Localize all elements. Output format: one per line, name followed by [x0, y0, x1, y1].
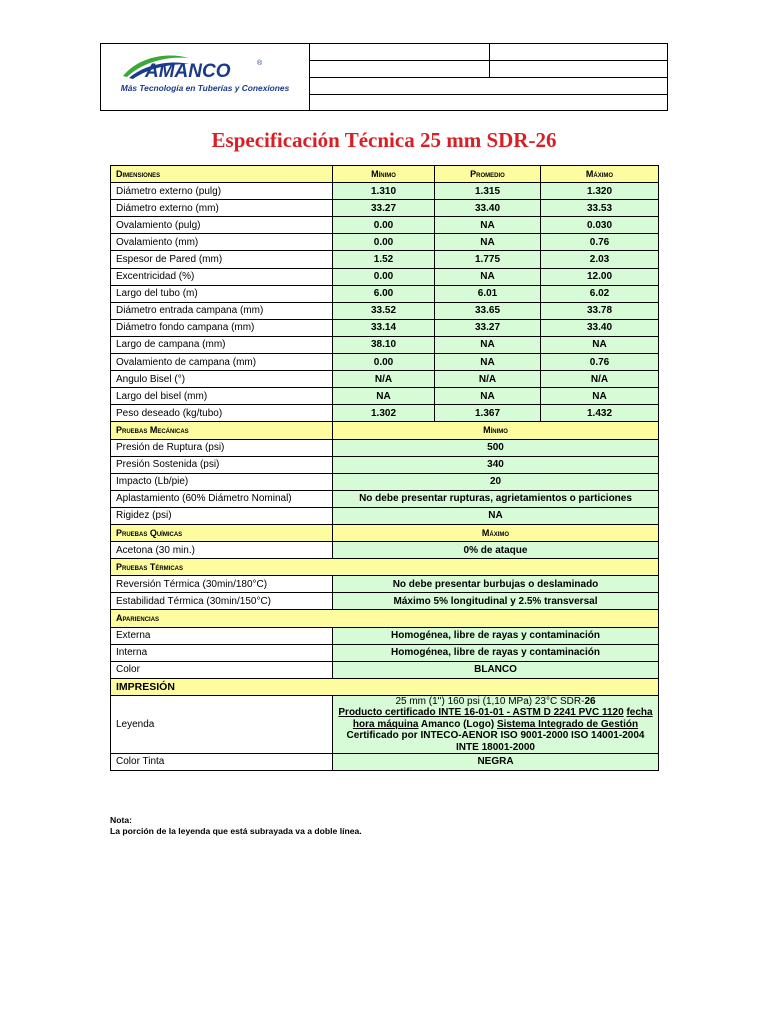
- row-label: Acetona (30 min.): [111, 542, 333, 559]
- row-label: Reversión Térmica (30min/180°C): [111, 576, 333, 593]
- table-row: [111, 661, 659, 678]
- row-value: No debe presentar burbujas o deslaminado: [333, 576, 659, 593]
- termicas-rows: [111, 576, 659, 610]
- row-label: Largo de campana (mm): [111, 336, 333, 353]
- row-label: Impacto (Lb/pie): [111, 473, 333, 490]
- mecanicas-header-row: [111, 422, 659, 439]
- table-row: [111, 388, 659, 405]
- value-promedio: 6.01: [435, 285, 541, 302]
- row-value: 340: [333, 456, 659, 473]
- dimensiones-heading: Dimensiones: [111, 166, 333, 183]
- table-row: [111, 593, 659, 610]
- leyenda-part5: Certificado por INTECO-AENOR ISO 9001-2000 ISO 14001-2004 INTE 18001-2000: [346, 730, 645, 753]
- value-minimo: 1.302: [333, 405, 435, 422]
- value-maximo: N/A: [541, 371, 659, 388]
- table-row: [111, 627, 659, 644]
- value-minimo: 33.27: [333, 200, 435, 217]
- row-label: Largo del tubo (m): [111, 285, 333, 302]
- color-tinta-row: [111, 753, 659, 770]
- value-promedio: 1.367: [435, 405, 541, 422]
- spec-table: [110, 165, 659, 771]
- row-label: Espesor de Pared (mm): [111, 251, 333, 268]
- leyenda-part4: Sistema Integrado de Gestión: [496, 718, 639, 730]
- row-label: Externa: [111, 627, 333, 644]
- table-row: [111, 217, 659, 234]
- value-promedio: N/A: [435, 371, 541, 388]
- nota-block: [110, 815, 362, 837]
- row-value: NA: [333, 507, 659, 524]
- quimicas-heading: Pruebas Químicas: [111, 524, 333, 541]
- value-minimo: 33.14: [333, 319, 435, 336]
- table-row: [111, 285, 659, 302]
- row-value: 20: [333, 473, 659, 490]
- impresion-heading: IMPRESIÓN: [111, 678, 659, 695]
- document-header: [100, 43, 668, 111]
- value-promedio: NA: [435, 217, 541, 234]
- value-minimo: 1.52: [333, 251, 435, 268]
- amanco-logo-icon: [119, 50, 291, 82]
- row-label: Presión Sostenida (psi): [111, 456, 333, 473]
- col-maximo: Máximo: [541, 166, 659, 183]
- mecanicas-col-label: Mínimo: [333, 422, 659, 439]
- quimicas-rows: [111, 542, 659, 559]
- termicas-header-row: [111, 559, 659, 576]
- logo-wordmark: AMANCO: [145, 61, 231, 82]
- value-promedio: 1.775: [435, 251, 541, 268]
- value-maximo: 0.76: [541, 354, 659, 371]
- table-row: [111, 183, 659, 200]
- page-title: Especificación Técnica 25 mm SDR-26: [211, 128, 557, 152]
- quimicas-header-row: [111, 524, 659, 541]
- logo-tagline: Más Tecnología en Tuberías y Conexiones: [120, 83, 290, 93]
- value-minimo: 0.00: [333, 217, 435, 234]
- row-label: Diámetro externo (pulg): [111, 183, 333, 200]
- leyenda-label: Leyenda: [111, 695, 333, 753]
- value-minimo: 0.00: [333, 354, 435, 371]
- row-label: Estabilidad Térmica (30min/150°C): [111, 593, 333, 610]
- value-promedio: NA: [435, 336, 541, 353]
- table-row: [111, 251, 659, 268]
- leyenda-sdr: 26: [584, 695, 596, 707]
- color-tinta-label: Color Tinta: [111, 753, 333, 770]
- table-row: [111, 336, 659, 353]
- table-row: [111, 302, 659, 319]
- value-maximo: 0.76: [541, 234, 659, 251]
- value-maximo: NA: [541, 336, 659, 353]
- table-row: [111, 507, 659, 524]
- value-maximo: 0.030: [541, 217, 659, 234]
- leyenda-part3: Amanco (Logo): [418, 718, 497, 730]
- value-promedio: NA: [435, 354, 541, 371]
- mecanicas-heading: Pruebas Mecánicas: [111, 422, 333, 439]
- value-promedio: NA: [435, 234, 541, 251]
- table-row: [111, 576, 659, 593]
- mecanicas-rows: [111, 439, 659, 524]
- leyenda-part1: Producto certificado INTE 16-01-01 - ASTM D 2241 PVC 1120: [338, 707, 624, 719]
- row-label: Largo del bisel (mm): [111, 388, 333, 405]
- value-maximo: 12.00: [541, 268, 659, 285]
- row-value: Homogénea, libre de rayas y contaminación: [333, 644, 659, 661]
- col-promedio: Promedio: [435, 166, 541, 183]
- row-label: Peso deseado (kg/tubo): [111, 405, 333, 422]
- table-row: [111, 319, 659, 336]
- row-label: Rigidez (psi): [111, 507, 333, 524]
- table-row: [111, 234, 659, 251]
- value-maximo: 6.02: [541, 285, 659, 302]
- termicas-heading: Pruebas Térmicas: [111, 559, 659, 576]
- table-row: [111, 473, 659, 490]
- value-minimo: 0.00: [333, 268, 435, 285]
- value-minimo: 0.00: [333, 234, 435, 251]
- value-minimo: N/A: [333, 371, 435, 388]
- value-minimo: 33.52: [333, 302, 435, 319]
- table-row: [111, 542, 659, 559]
- row-label: Ovalamiento de campana (mm): [111, 354, 333, 371]
- value-maximo: 1.320: [541, 183, 659, 200]
- leyenda-line1: 25 mm (1'') 160 psi (1,10 MPa) 23°C SDR-: [395, 695, 585, 707]
- nota-text: La porción de la leyenda que está subrayada va a doble línea.: [110, 826, 362, 836]
- row-value: No debe presentar rupturas, agrietamientos o particiones: [333, 490, 659, 507]
- row-label: Presión de Ruptura (psi): [111, 439, 333, 456]
- leyenda-value: [333, 695, 659, 753]
- row-label: Interna: [111, 644, 333, 661]
- leyenda-row: [111, 695, 659, 753]
- table-row: [111, 354, 659, 371]
- value-maximo: 2.03: [541, 251, 659, 268]
- col-minimo: Mínimo: [333, 166, 435, 183]
- row-label: Color: [111, 661, 333, 678]
- value-promedio: 33.65: [435, 302, 541, 319]
- value-promedio: 33.27: [435, 319, 541, 336]
- value-maximo: 33.53: [541, 200, 659, 217]
- value-promedio: NA: [435, 388, 541, 405]
- value-promedio: 1.315: [435, 183, 541, 200]
- color-tinta-value: NEGRA: [333, 753, 659, 770]
- row-value: 0% de ataque: [333, 542, 659, 559]
- svg-text:®: ®: [257, 60, 263, 67]
- table-row: [111, 200, 659, 217]
- dimensiones-rows: [111, 183, 659, 422]
- table-row: [111, 371, 659, 388]
- quimicas-col-label: Máximo: [333, 524, 659, 541]
- impresion-header-row: [111, 678, 659, 695]
- value-minimo: 6.00: [333, 285, 435, 302]
- table-row: [111, 490, 659, 507]
- row-label: Aplastamiento (60% Diámetro Nominal): [111, 490, 333, 507]
- value-maximo: NA: [541, 388, 659, 405]
- row-label: Ovalamiento (mm): [111, 234, 333, 251]
- dimensiones-header-row: [111, 166, 659, 183]
- apariencias-header-row: [111, 610, 659, 627]
- value-maximo: 33.78: [541, 302, 659, 319]
- row-label: Excentricidad (%): [111, 268, 333, 285]
- apariencias-heading: Apariencias: [111, 610, 659, 627]
- value-promedio: 33.40: [435, 200, 541, 217]
- table-row: [111, 644, 659, 661]
- table-row: [111, 268, 659, 285]
- value-promedio: NA: [435, 268, 541, 285]
- row-value: Homogénea, libre de rayas y contaminación: [333, 627, 659, 644]
- table-row: [111, 456, 659, 473]
- value-minimo: NA: [333, 388, 435, 405]
- row-label: Angulo Bisel (°): [111, 371, 333, 388]
- row-value: BLANCO: [333, 661, 659, 678]
- row-value: Máximo 5% longitudinal y 2.5% transversal: [333, 593, 659, 610]
- nota-heading: Nota:: [110, 815, 132, 825]
- table-row: [111, 405, 659, 422]
- row-label: Ovalamiento (pulg): [111, 217, 333, 234]
- row-label: Diámetro fondo campana (mm): [111, 319, 333, 336]
- logo-cell: [101, 44, 310, 110]
- header-empty-grid: [310, 44, 667, 110]
- leyenda-part2: fecha hora máquina: [352, 707, 653, 730]
- row-value: 500: [333, 439, 659, 456]
- table-row: [111, 439, 659, 456]
- apariencias-rows: [111, 627, 659, 678]
- value-maximo: 1.432: [541, 405, 659, 422]
- row-label: Diámetro externo (mm): [111, 200, 333, 217]
- value-maximo: 33.40: [541, 319, 659, 336]
- value-minimo: 38.10: [333, 336, 435, 353]
- row-label: Diámetro entrada campana (mm): [111, 302, 333, 319]
- value-minimo: 1.310: [333, 183, 435, 200]
